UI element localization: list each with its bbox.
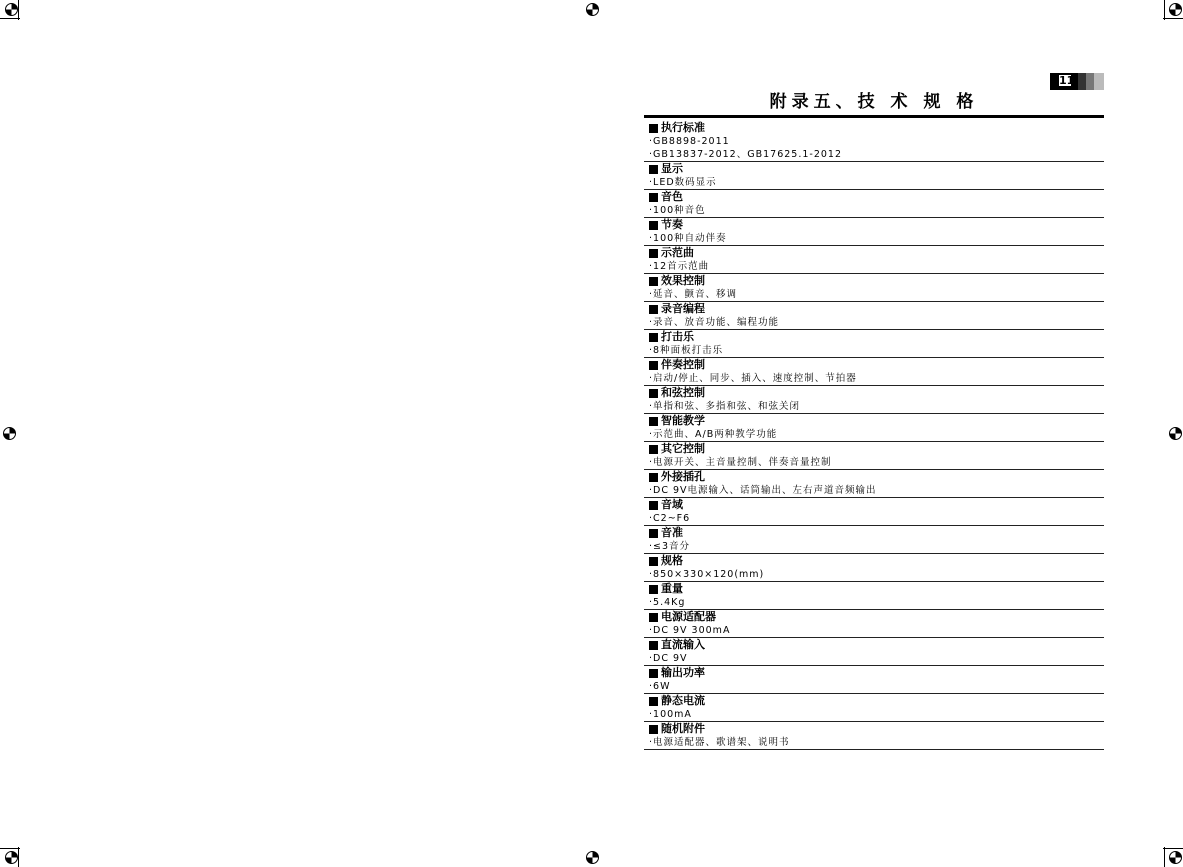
spec-heading-text: 静态电流 xyxy=(661,694,705,707)
spec-value: ·5.4Kg xyxy=(649,597,686,608)
square-bullet-icon xyxy=(649,165,658,174)
square-bullet-icon xyxy=(649,193,658,202)
spec-heading-text: 打击乐 xyxy=(661,330,694,343)
spec-heading xyxy=(649,162,1104,176)
spec-heading-text: 执行标准 xyxy=(661,121,705,134)
spec-value: ·DC 9V电源输入、话筒输出、左右声道音频输出 xyxy=(649,485,877,496)
square-bullet-icon xyxy=(649,501,658,510)
square-bullet-icon xyxy=(649,221,658,230)
spec-heading-text: 和弦控制 xyxy=(661,386,705,399)
spec-heading-text: 外接插孔 xyxy=(661,470,705,483)
crop-mark xyxy=(0,0,24,24)
spec-heading xyxy=(649,722,1104,736)
spec-heading xyxy=(649,274,1104,288)
square-bullet-icon xyxy=(649,333,658,342)
spec-item xyxy=(644,498,1104,526)
square-bullet-icon xyxy=(649,697,658,706)
square-bullet-icon xyxy=(649,361,658,370)
square-bullet-icon xyxy=(649,585,658,594)
spec-value: ·8种面板打击乐 xyxy=(649,345,724,356)
spec-item xyxy=(644,190,1104,218)
spec-value: ·电源适配器、歌谱架、说明书 xyxy=(649,737,790,748)
square-bullet-icon xyxy=(649,613,658,622)
square-bullet-icon xyxy=(649,445,658,454)
page-number: 11 xyxy=(1059,74,1075,87)
spec-heading-text: 电源适配器 xyxy=(661,610,716,623)
spec-heading-text: 伴奏控制 xyxy=(661,358,705,371)
spec-value: ·DC 9V xyxy=(649,653,688,664)
square-bullet-icon xyxy=(649,641,658,650)
spec-heading-text: 示范曲 xyxy=(661,246,694,259)
spec-heading xyxy=(649,246,1104,260)
spec-heading xyxy=(649,358,1104,372)
square-bullet-icon xyxy=(649,529,658,538)
spec-heading xyxy=(649,638,1104,652)
spec-value: ·12首示范曲 xyxy=(649,261,710,272)
square-bullet-icon xyxy=(649,277,658,286)
spec-value: ·100种音色 xyxy=(649,205,706,216)
registration-mark-icon xyxy=(586,3,599,16)
registration-mark-icon xyxy=(1169,427,1182,440)
spec-heading xyxy=(649,330,1104,344)
crop-mark xyxy=(0,843,24,867)
spec-value: ·LED数码显示 xyxy=(649,177,717,188)
square-bullet-icon xyxy=(649,417,658,426)
spec-heading-text: 音域 xyxy=(661,498,683,511)
spec-heading xyxy=(649,610,1104,624)
spec-item xyxy=(644,274,1104,302)
spec-heading-text: 输出功率 xyxy=(661,666,705,679)
spec-value: ·电源开关、主音量控制、伴奏音量控制 xyxy=(649,457,832,468)
spec-heading xyxy=(649,498,1104,512)
spec-heading xyxy=(649,582,1104,596)
square-bullet-icon xyxy=(649,557,658,566)
spec-item xyxy=(644,414,1104,442)
spec-heading xyxy=(649,218,1104,232)
spec-heading-text: 显示 xyxy=(661,162,683,175)
square-bullet-icon xyxy=(649,305,658,314)
spec-item xyxy=(644,554,1104,582)
spec-heading xyxy=(649,190,1104,204)
spec-heading xyxy=(649,470,1104,484)
spec-value: ·延音、颤音、移调 xyxy=(649,289,738,300)
spec-value: ·6W xyxy=(649,681,671,692)
spec-heading xyxy=(649,694,1104,708)
spec-list xyxy=(644,121,1104,750)
spec-heading-text: 音色 xyxy=(661,190,683,203)
spec-item xyxy=(644,330,1104,358)
spec-heading-text: 智能教学 xyxy=(661,414,705,427)
square-bullet-icon xyxy=(649,473,658,482)
spec-value: ·示范曲、A/B两种教学功能 xyxy=(649,429,778,440)
registration-mark-icon xyxy=(586,851,599,864)
spec-heading xyxy=(649,414,1104,428)
title-rule xyxy=(644,115,1104,118)
spec-heading-text: 录音编程 xyxy=(661,302,705,315)
spec-item xyxy=(644,302,1104,330)
spec-heading-text: 音准 xyxy=(661,526,683,539)
square-bullet-icon xyxy=(649,669,658,678)
spec-heading xyxy=(649,666,1104,680)
square-bullet-icon xyxy=(649,725,658,734)
spec-item xyxy=(644,610,1104,638)
spec-item xyxy=(644,246,1104,274)
spec-heading xyxy=(649,526,1104,540)
spec-item xyxy=(644,358,1104,386)
spec-item xyxy=(644,162,1104,190)
spec-item xyxy=(644,386,1104,414)
spec-value: ·单指和弦、多指和弦、和弦关闭 xyxy=(649,401,801,412)
spec-heading-text: 直流输入 xyxy=(661,638,705,651)
spec-item xyxy=(644,218,1104,246)
registration-mark-icon xyxy=(3,427,16,440)
spec-heading xyxy=(649,442,1104,456)
spec-item xyxy=(644,666,1104,694)
spec-value: ·100种自动伴奏 xyxy=(649,233,727,244)
square-bullet-icon xyxy=(649,389,658,398)
spec-value: ·DC 9V 300mA xyxy=(649,625,731,636)
spec-heading-text: 重量 xyxy=(661,582,683,595)
spec-item xyxy=(644,526,1104,554)
square-bullet-icon xyxy=(649,124,658,133)
spec-item xyxy=(644,470,1104,498)
spec-item xyxy=(644,722,1104,750)
spec-value: ·启动/停止、同步、插入、速度控制、节拍器 xyxy=(649,373,857,384)
spec-heading-text: 节奏 xyxy=(661,218,683,231)
spec-value: ·≤3音分 xyxy=(649,541,691,552)
spec-value: ·C2~F6 xyxy=(649,513,691,524)
crop-mark xyxy=(1159,0,1183,24)
spec-item xyxy=(644,442,1104,470)
page-title: 附录五、技 术 规 格 xyxy=(769,92,979,112)
spec-heading-text: 随机附件 xyxy=(661,722,705,735)
spec-value: ·850×330×120(mm) xyxy=(649,569,765,580)
spec-value: ·GB8898-2011 xyxy=(649,136,730,147)
spec-value: ·GB13837-2012、GB17625.1-2012 xyxy=(649,149,842,160)
spec-item xyxy=(644,121,1104,162)
spec-item xyxy=(644,638,1104,666)
spec-item xyxy=(644,694,1104,722)
spec-heading-text: 规格 xyxy=(661,554,683,567)
spec-heading xyxy=(649,554,1104,568)
spec-heading xyxy=(649,386,1104,400)
spec-heading xyxy=(649,121,1104,135)
crop-mark xyxy=(1159,843,1183,867)
spec-heading-text: 其它控制 xyxy=(661,442,705,455)
spec-heading-text: 效果控制 xyxy=(661,274,705,287)
spec-value: ·录音、放音功能、编程功能 xyxy=(649,317,780,328)
square-bullet-icon xyxy=(649,249,658,258)
spec-value: ·100mA xyxy=(649,709,692,720)
spec-heading xyxy=(649,302,1104,316)
spec-item xyxy=(644,582,1104,610)
